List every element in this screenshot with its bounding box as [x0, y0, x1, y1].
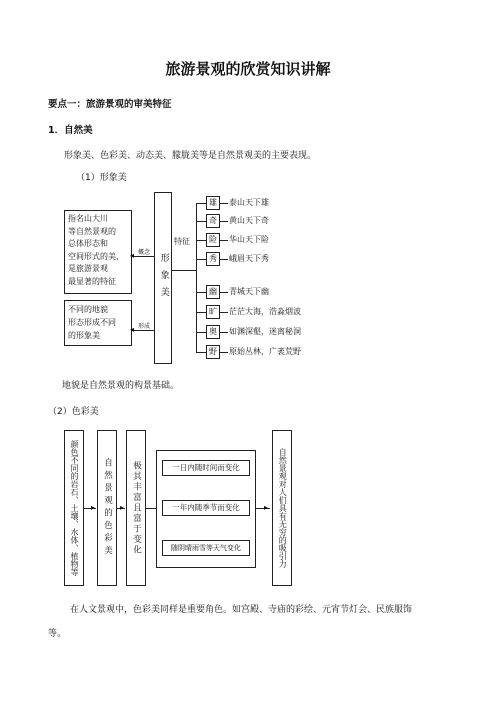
feature-key: 野 — [206, 345, 220, 359]
concept-label: 概念 — [138, 249, 151, 256]
feature-key: 旷 — [206, 305, 220, 319]
feature-value: 峨眉天下秀 — [229, 254, 269, 263]
feature-label: 特征 — [174, 237, 190, 246]
paragraph-2: 地貌是自然景观的构景基础。 — [62, 381, 180, 391]
change-item: 一年内随季节而变化 — [162, 500, 250, 516]
center-box: 形象美 — [154, 192, 172, 364]
form-box: 不同的地貌 形态形成不同 的形象美 — [64, 300, 132, 346]
arrow-right-icon: ▸ — [264, 503, 269, 512]
change-item: 随阴晴雨雪等天气变化 — [162, 540, 250, 556]
feature-value: 青城天下幽 — [229, 287, 269, 296]
feature-value: 原始丛林，广袤荒野 — [229, 347, 301, 356]
source-box: 颜色不同的岩石、土壤、水体、植物等 — [64, 430, 84, 586]
shape-beauty-diagram — [62, 190, 322, 366]
arrow-left-icon: ◂ — [130, 325, 135, 334]
feature-value: 黄山天下奇 — [229, 216, 269, 225]
form-label: 形成 — [138, 323, 151, 330]
rich-change-box: 极其丰富且富于变化 — [126, 430, 146, 586]
change-item: 一日内随时间而变化 — [162, 460, 250, 476]
section-heading: 1．自然美 — [48, 125, 93, 136]
feature-key: 奇 — [206, 214, 220, 228]
point-heading: 要点一：旅游景观的审美特征 — [48, 99, 172, 110]
color-beauty-diagram — [62, 428, 302, 590]
arrow-left-icon: ◂ — [130, 251, 135, 260]
feature-value: 华山天下险 — [229, 235, 269, 244]
feature-value: 泰山天下雄 — [229, 198, 269, 207]
feature-key: 险 — [206, 233, 220, 247]
feature-key: 秀 — [206, 252, 220, 266]
subheading-2: （2）色彩美 — [48, 407, 99, 417]
feature-key: 幽 — [206, 285, 220, 299]
feature-value: 如渊深壑，迷离秘洞 — [229, 327, 301, 336]
feature-key: 奥 — [206, 325, 220, 339]
subheading-1: （1）形象美 — [76, 173, 127, 183]
result-box: 自然景观对人们具有无穷的吸引力 — [272, 430, 292, 586]
paragraph-1: 形象美、色彩美、动态美、朦胧美等是自然景观美的主要表现。 — [64, 151, 317, 161]
concept-box: 指名山大川 等自然景观的 总体形态和 空间形式的美， 是旅游景观 最显著的特征 — [64, 210, 132, 294]
arrow-right-icon: ▸ — [120, 503, 125, 512]
feature-value: 茫茫大海，浩淼烟波 — [229, 307, 301, 316]
feature-key: 雄 — [206, 196, 220, 210]
page-title: 旅游景观的欣赏知识讲解 — [165, 60, 331, 78]
paragraph-3: 在人文景观中，色彩美同样是重要角色。如宫殿、寺庙的彩绘、元宵节灯会、民族服饰 — [70, 605, 413, 615]
paragraph-3-cont: 等。 — [48, 629, 67, 639]
arrow-right-icon: ▸ — [91, 503, 96, 512]
color-beauty-box: 自然景观的色彩美 — [97, 430, 117, 586]
